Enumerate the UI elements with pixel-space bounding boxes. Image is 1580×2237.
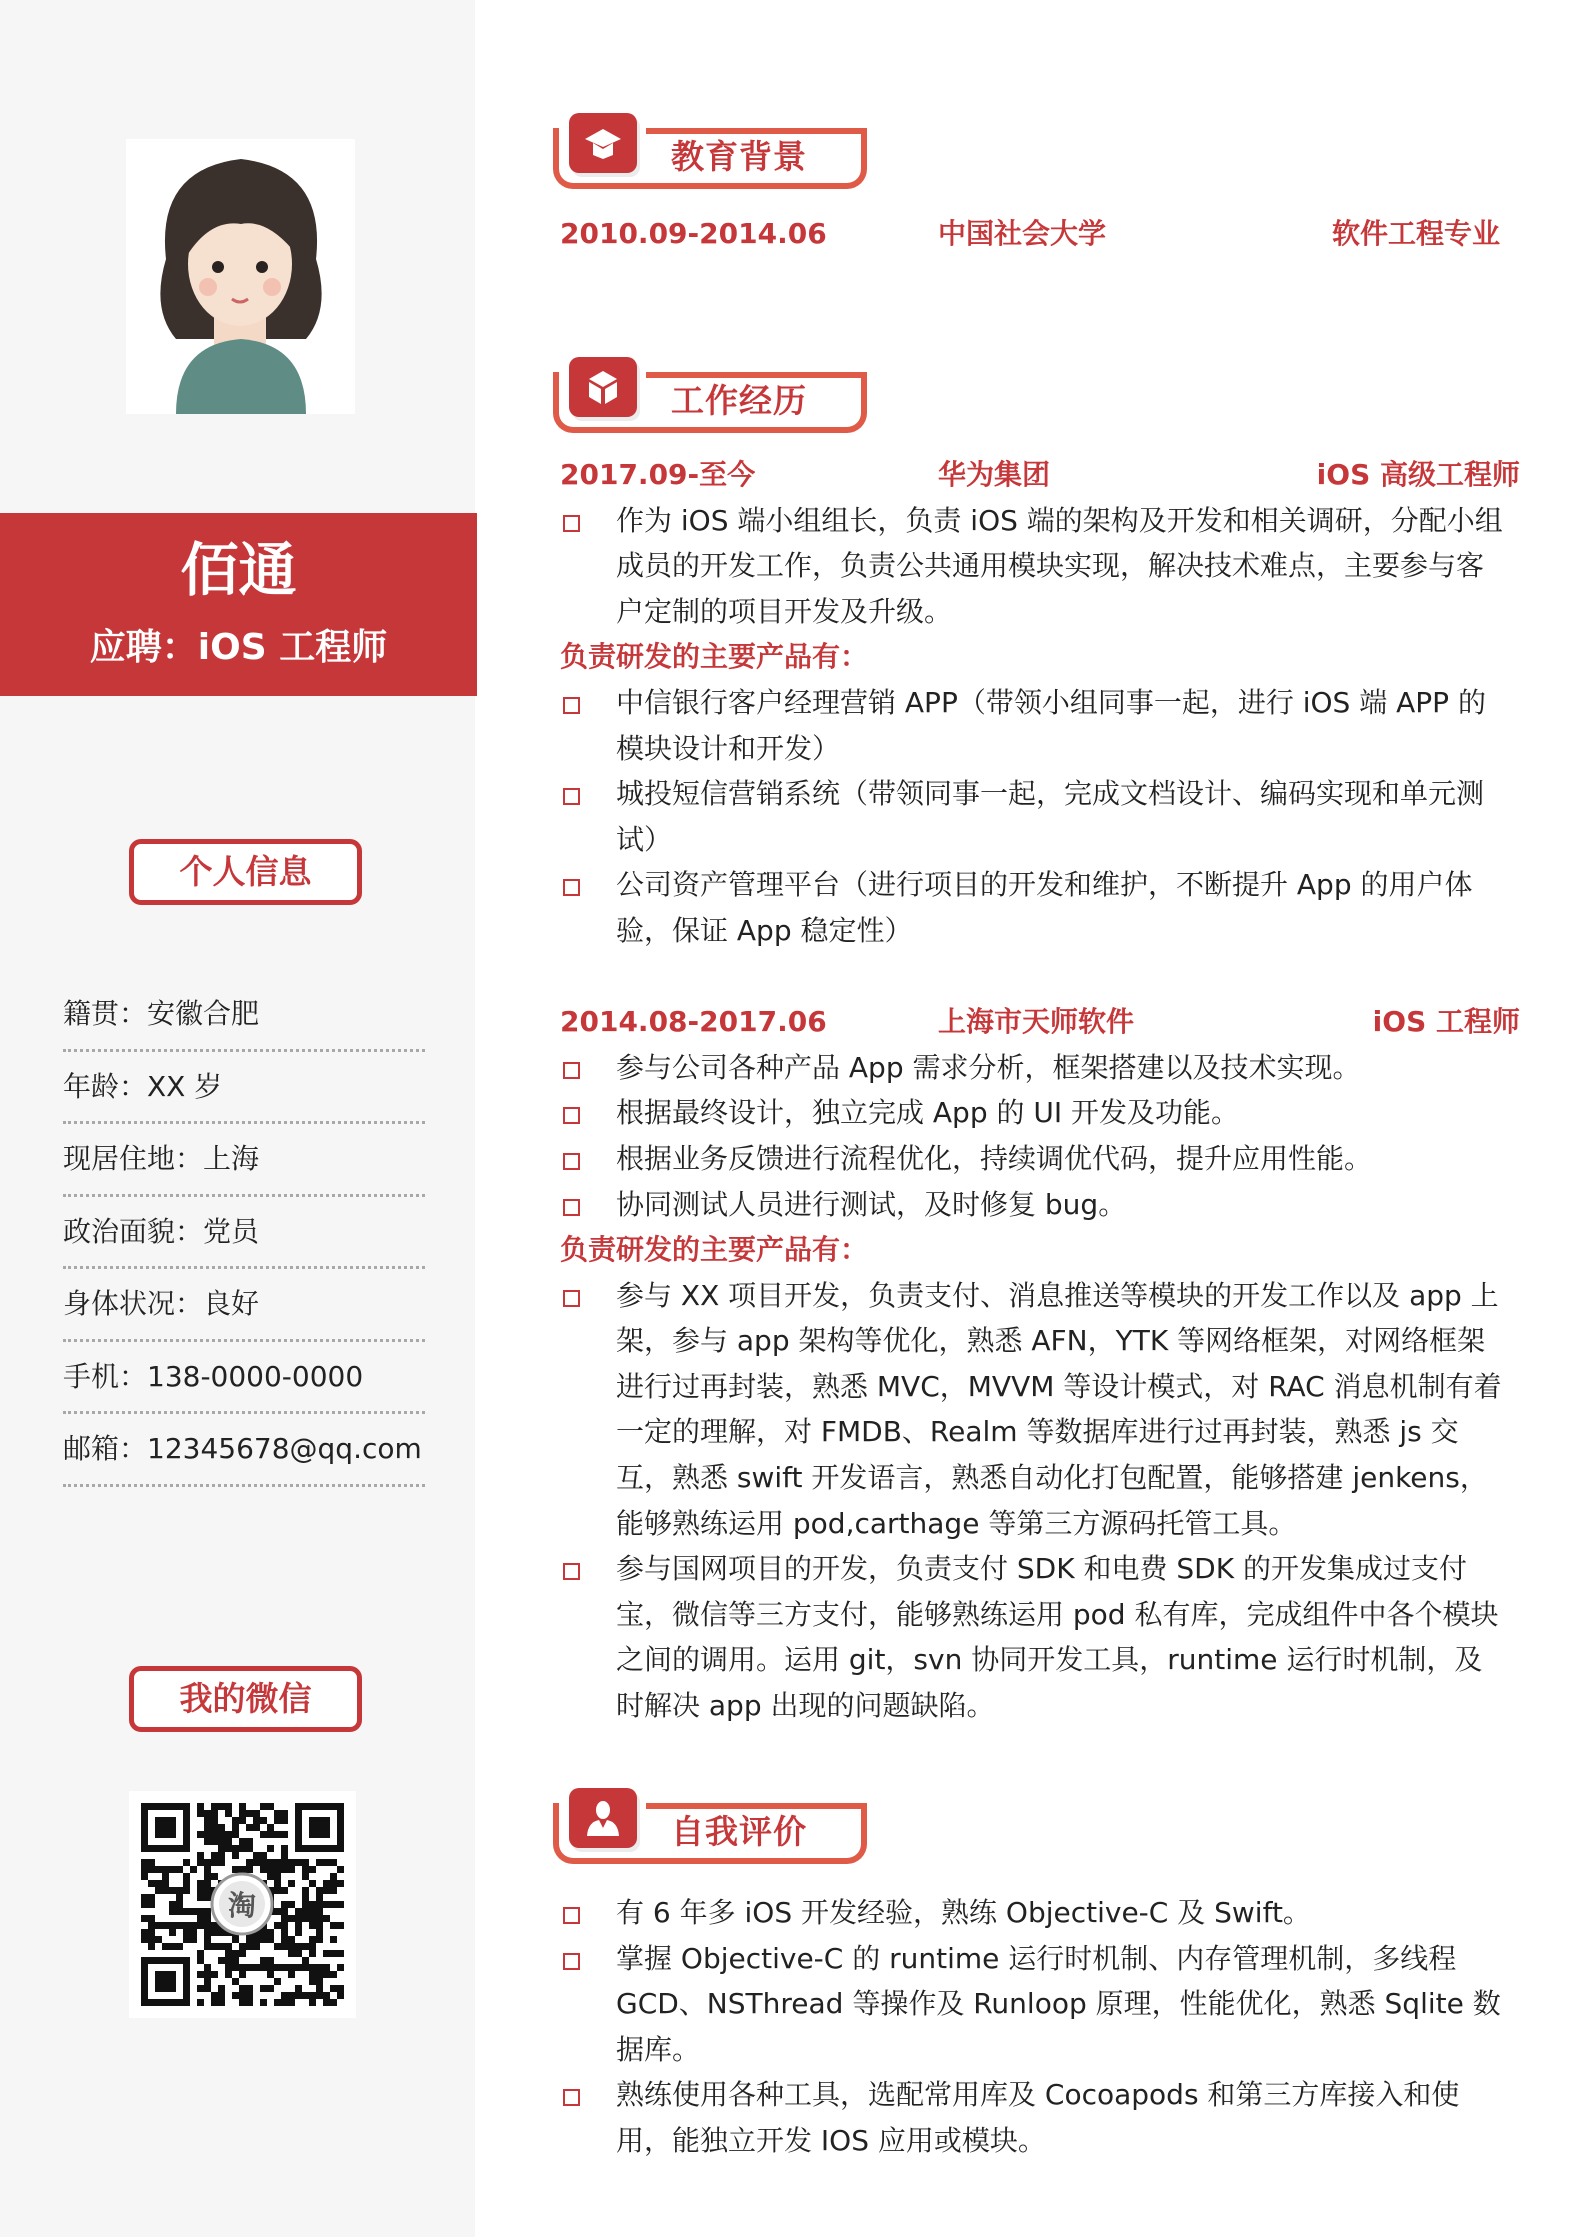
self-eval-title: 自我评价: [671, 1812, 807, 1851]
info-political-status: 政治面貌：党员: [63, 1197, 425, 1270]
education-heading: [553, 113, 867, 189]
job-header: [560, 452, 1520, 498]
product-item: 公司资产管理平台（进行项目的开发和维护，不断提升 App 的用户体验，保证 App 稳定性）: [560, 862, 1510, 953]
job-position: iOS 高级工程师: [1316, 458, 1520, 491]
cube-icon: [569, 357, 637, 417]
candidate-name: 佰通: [180, 536, 297, 604]
job-position: iOS 工程师: [1372, 1005, 1520, 1039]
info-residence: 现居住地：上海: [63, 1124, 425, 1197]
job-duty: 协同测试人员进行测试，及时修复 bug。: [560, 1182, 1510, 1228]
applied-role: 应聘：iOS 工程师: [89, 627, 388, 668]
job-duty: 根据最终设计，独立完成 App 的 UI 开发及功能。: [560, 1090, 1510, 1136]
person-icon: [569, 1788, 637, 1848]
info-email: 邮箱：12345678@qq.com: [63, 1414, 425, 1487]
education-row: [560, 211, 1500, 257]
info-health: 身体状况：良好: [63, 1269, 425, 1342]
job-duty: 根据业务反馈进行流程优化，持续调优代码，提升应用性能。: [560, 1136, 1510, 1182]
personal-info-list: [63, 979, 425, 1487]
job-date: 2014.08-2017.06: [560, 1005, 827, 1039]
self-eval-item: 掌握 Objective-C 的 runtime 运行时机制、内存管理机制，多线程 GCD、NSThread 等操作及 Runloop 原理，性能优化，熟悉 Sqlite 数据库。: [560, 1936, 1510, 2073]
product-item: 参与国网项目的开发，负责支付 SDK 和电费 SDK 的开发集成过支付宝，微信等三方支付，能够熟练运用 pod 私有库，完成组件中各个模块之间的调用。运用 git，svn 协同开发工具，runtime 运行时机制，及时解决 app 出现的问题缺陷。: [560, 1546, 1510, 1728]
info-hometown: 籍贯：安徽合肥: [63, 979, 425, 1052]
name-banner: [0, 513, 477, 696]
job-duty: 参与公司各种产品 App 需求分析，框架搭建以及技术实现。: [560, 1045, 1510, 1091]
job-header: [560, 999, 1520, 1045]
info-age: 年龄：XX 岁: [63, 1052, 425, 1125]
product-item: 参与 XX 项目开发，负责支付、消息推送等模块的开发工作以及 app 上架，参与 app 架构等优化，熟悉 AFN，YTK 等网络框架，对网络框架进行过再封装，熟悉 MVC，MVVM 等设计模式，对 RAC 消息机制有着一定的理解，对 FMDB、Realm 等数据库进行过再封装，熟悉 js 交互，熟悉 swift 开发语言，熟悉自动化打包配置，能够搭建 jenkens，能够熟练运用 pod,carthage 等第三方源码托管工具。: [560, 1273, 1510, 1547]
education-title: 教育背景: [671, 137, 807, 176]
products-title: 负责研发的主要产品有：: [560, 1233, 869, 1267]
work-heading: [553, 357, 867, 433]
products-title: 负责研发的主要产品有：: [560, 640, 869, 674]
graduation-cap-icon: [569, 113, 637, 173]
product-item: 城投短信营销系统（带领同事一起，完成文档设计、编码实现和单元测试）: [560, 771, 1510, 862]
info-phone: 手机：138-0000-0000: [63, 1342, 425, 1415]
education-date: 2010.09-2014.06: [560, 217, 827, 250]
sidebar: [0, 0, 475, 2237]
self-eval-heading: [553, 1788, 867, 1864]
self-eval-list: [560, 1890, 1510, 2164]
svg-text:淘: 淘: [227, 1889, 257, 1922]
product-item: 中信银行客户经理营销 APP（带领小组同事一起，进行 iOS 端 APP 的模块设计和开发）: [560, 680, 1510, 771]
work-experience: [560, 452, 1520, 1729]
wechat-qr-code: [129, 1791, 356, 2018]
work-title: 工作经历: [671, 381, 807, 420]
job-company: 华为集团: [938, 458, 1051, 491]
job-date: 2017.09-至今: [560, 458, 756, 491]
wechat-title: 我的微信: [129, 1666, 362, 1732]
education-major: 软件工程专业: [1331, 217, 1500, 250]
personal-info-title: 个人信息: [129, 839, 362, 905]
self-eval-item: 熟练使用各种工具，选配常用库及 Cocoapods 和第三方库接入和使用，能独立开发 IOS 应用或模块。: [560, 2072, 1510, 2163]
avatar-photo: [126, 139, 355, 414]
job-company: 上海市天师软件: [938, 1005, 1135, 1039]
job-duty: 作为 iOS 端小组组长，负责 iOS 端的架构及开发和相关调研，分配小组成员的开发工作，负责公共通用模块实现，解决技术难点，主要参与客户定制的项目开发及升级。: [560, 498, 1510, 635]
self-eval-item: 有 6 年多 iOS 开发经验，熟练 Objective-C 及 Swift。: [560, 1890, 1510, 1936]
education-school: 中国社会大学: [938, 217, 1107, 250]
